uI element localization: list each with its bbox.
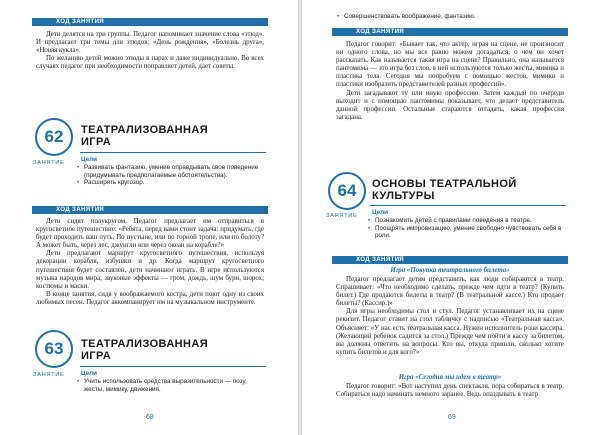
lesson-progress-bar: ХОД ЗАНЯТИЯ (332, 28, 568, 36)
lesson-title-line: ИГРА (81, 350, 112, 362)
paragraph: По желанию детей можно этюды в парах и даже индивидуально. Во всех случаях педагог при необходимости поправляет детей, дает советы. (36, 55, 264, 71)
paragraph: Для игры необходимы стол и стул. Педагог устанавливает их на сцене рекизит. Педагог ставит на стол табличку с надписью «Театральная касса». Объясняет: «У нас есть театральная касса. Нужен исполнитель роли кассира. (Желающий ребенок садится за стол.) Прежде чем пойти в кассу за билетом, вы должны ответить на вопросы. Кто вы, откуда пришли, сколько хотите купить билетов и для кого?» (336, 308, 564, 356)
game-heading: Игра «Сегодня мы идем в театр» (398, 374, 502, 381)
divider (80, 366, 266, 367)
goals-heading: Цели (372, 209, 389, 216)
page-number: 69 (448, 414, 456, 421)
game-heading: Игра «Покупка театрального билета» (390, 267, 510, 274)
goals-list (76, 164, 266, 187)
paragraph: Педагог предлагает детям представить, как люди собираются в театр. Спрашивает: «Что необходимо сделать, прежде чем идти в театр? (Купить билет.) Где продаются билеты в театр? (В театральной кассе.) Кто продает билеты? (Кассир.)» (336, 276, 564, 308)
lesson-title-line: ТЕАТРАЛИЗОВАННАЯ (81, 124, 209, 136)
divider (80, 152, 266, 153)
lesson-title-line: КУЛЬТУРЫ (372, 190, 435, 202)
divider (370, 205, 566, 206)
right-page (302, 0, 600, 435)
goals-list (367, 217, 567, 240)
lesson-label: ЗАНЯТИЕ (33, 372, 65, 378)
lesson-progress-bar: ХОД ЗАНЯТИЯ (332, 256, 568, 264)
goal-item: • Познакомить детей с правилами поведения в театре. (367, 217, 567, 225)
goals-heading: Цели (81, 370, 98, 377)
paragraph-block (36, 31, 264, 71)
lesson-title-line: ОСНОВЫ ТЕАТРАЛЬНОЙ (372, 178, 517, 190)
goal-item: • Совершенствовать воображение, фантазию. (336, 13, 566, 21)
goal-item: • Расширять кругозор. (76, 179, 266, 187)
goal-item: • Поощрять импровизацию, умение свободно чувствовать себя в роли. (367, 225, 567, 240)
paragraph-block (336, 41, 564, 122)
goals-heading: Цели (81, 156, 98, 163)
lesson-number-badge: 62 (35, 118, 73, 156)
page-number: 68 (146, 414, 154, 421)
paragraph: Дети делятся на три группы. Педагог напоминает значение слова «этюд». И предлагает три темы для этюдов: «День рождения», «Болезнь друга», «Новая кукла». (36, 31, 264, 55)
goal-item: • Учить использовать средства выразительности — позу, жесты, мимику, движения. (76, 378, 266, 393)
paragraph: Педагог говорит: «Бывает так, что актер, играя на сцене, не произносит ни одного слова, но мы все равно можем догадаться, о чем он хочет рассказать. Как называется такая игра на сцене? Правильно, она называется пантомима — это игра без слов, в ней используются только жесты, мимика и пластика тела. Сегодня мы попробуем с помощью жестов, мимики и пластики изобразить представителей разных профессий». (336, 41, 564, 89)
lesson-number-badge: 64 (328, 172, 366, 210)
lesson-title (372, 178, 517, 202)
lesson-title (81, 124, 208, 148)
paragraph-block (336, 276, 564, 357)
lesson-title-line: ИГРА (81, 136, 112, 148)
paragraph: В конце занятия, сидя у воображаемого костра, дети поют одну из своих любимых песен. Педагог аккомпанирует им на музыкальном инструменте. (36, 290, 264, 306)
lesson-number-badge: 63 (35, 330, 73, 368)
goal-item: • Развивать фантазию, умение оправдывать свое поведение (придумывать предполагаемые обстоятельства). (76, 164, 266, 179)
lesson-label: ЗАНЯТИЕ (326, 213, 358, 219)
paragraph: Педагог говорит: «Вот наступил день спектакля, пора собираться в театр. Собираться надо начинать немного заранее. Ведь опаздывать в театр (336, 383, 564, 399)
lesson-title (81, 338, 208, 362)
paragraph-block (336, 383, 564, 399)
paragraph: Дети сидят полукругом. Педагог предлагает им отправиться в кругосветное путешествие: «Ребята, перед вами стоит задача: придумать, где будет проходить ваш путь. По пустыне, или по горной тропе, или по болоту? А может быть, через лес, джунгли или через океан на корабле?» (36, 218, 264, 250)
paragraph: Дети предлагают маршрут кругосветного путешествия, используя декорации корабля, избушки и др. Когда маршрут кругосветного путешествия будет составлен, дети начинают играть. В игре используются музыка народов мира; звуковые эффекты — гром, дождь, шум бури, шорох; костюмы и маски. (36, 250, 264, 290)
left-page (0, 0, 298, 435)
goals-list (336, 13, 566, 21)
paragraph: Дети загадывают ту или иную профессию. Затем каждый по очереди выходит и с помощью пантомимы показывает, что делает представитель данной профессии. Остальные стараются отгадать, какая профессия загадана. (336, 89, 564, 121)
goals-list (76, 378, 266, 393)
lesson-title-line: ТЕАТРАЛИЗОВАННАЯ (81, 338, 209, 350)
lesson-label: ЗАНЯТИЕ (33, 160, 65, 166)
lesson-progress-bar: ХОД ЗАНЯТИЯ (32, 206, 268, 214)
paragraph-block (36, 218, 264, 307)
lesson-progress-bar: ХОД ЗАНЯТИЯ (32, 18, 268, 26)
